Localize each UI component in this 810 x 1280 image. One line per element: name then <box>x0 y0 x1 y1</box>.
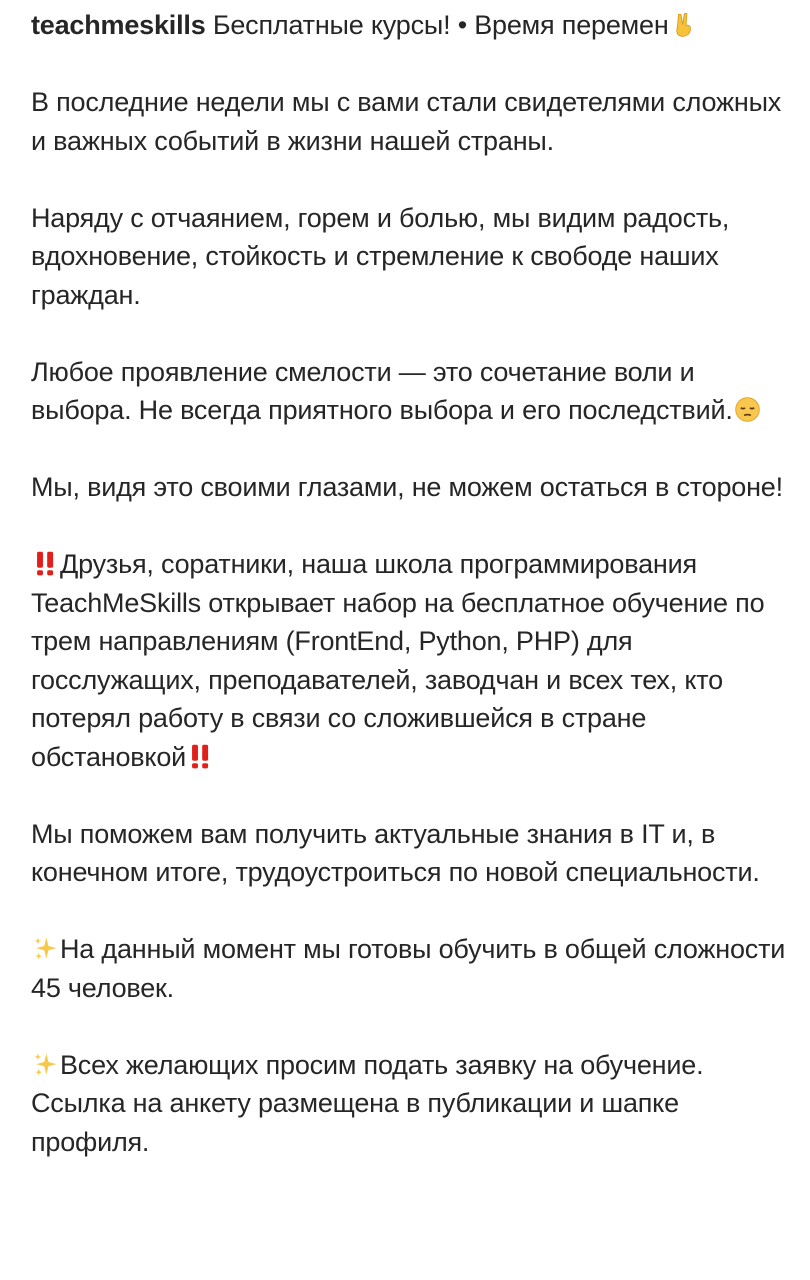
paragraph-help: Мы поможем вам получить актуальные знания в IT и, в конечном итоге, трудоустроиться по новой специальности. <box>31 818 760 887</box>
victory-hand-icon <box>670 11 697 38</box>
post-title: Бесплатные курсы! • Время перемен <box>205 10 669 40</box>
paragraph-courage <box>31 353 791 430</box>
paragraph-events: В последние недели мы с вами стали свидетелями сложных и важных событий в жизни нашей страны. <box>31 87 782 156</box>
paragraph-feelings: Наряду с отчаянием, горем и болью, мы видим радость, вдохновение, стойкость и стремление к свободе наших граждан. <box>31 202 730 310</box>
double-exclamation-icon <box>187 743 214 770</box>
paragraph-announcement <box>31 545 791 776</box>
courage-text: Любое проявление смелости — это сочетание воли и выбора. Не всегда приятного выбора и его последствий. <box>31 356 733 425</box>
sparkles-icon <box>32 935 59 962</box>
double-exclamation-icon <box>32 550 59 577</box>
apply-text: Всех желающих просим подать заявку на обучение. Ссылка на анкету размещена в публикации и шапке профиля. <box>31 1049 704 1157</box>
username-link[interactable]: teachmeskills <box>31 10 206 40</box>
sparkles-icon <box>32 1051 59 1078</box>
announcement-text: Друзья, соратники, наша школа программирования TeachMeSkills открывает набор на бесплатное обучение по трем направлениям (FrontEnd, Python, PHP) для госслужащих, преподавателей, заводчан и всех тех, кто потерял работу в связи со сложившейся в стране обстановкой <box>31 549 765 772</box>
pensive-face-icon <box>734 396 761 423</box>
paragraph-stand: Мы, видя это своими глазами, не можем остаться в стороне! <box>31 472 783 502</box>
capacity-text: На данный момент мы готовы обучить в общей сложности 45 человек. <box>31 934 786 1003</box>
caption-header <box>31 6 791 45</box>
paragraph-apply <box>31 1046 791 1162</box>
post-caption <box>31 6 791 1161</box>
paragraph-capacity <box>31 930 791 1007</box>
